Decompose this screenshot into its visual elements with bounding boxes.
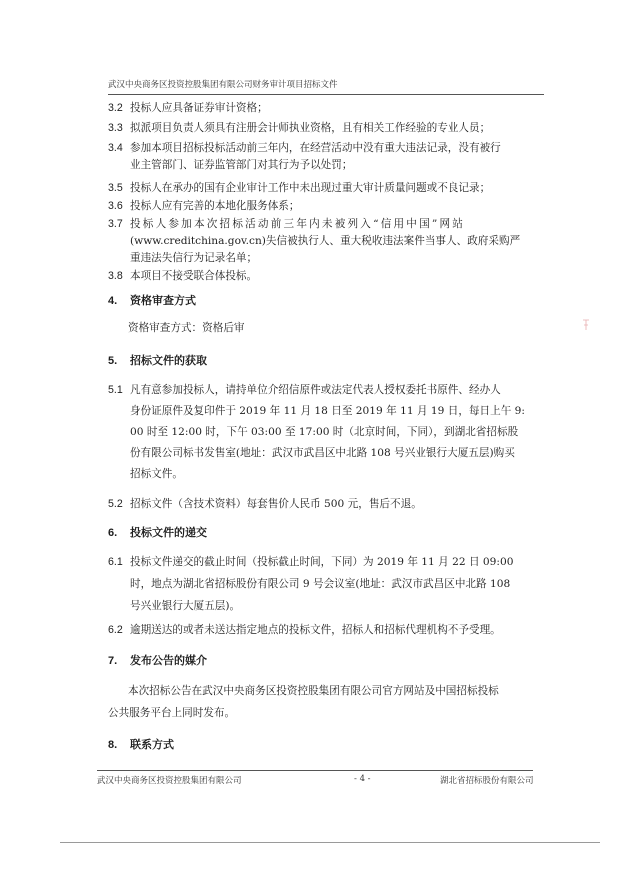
item-text-line: 投标文件递交的截止时间（投标截止时间，下同）为 2019 年 11 月 22 日 09:00 xyxy=(130,556,514,568)
item-text-line: 00 时至 12:00 时，下午 03:00 至 17:00 时（北京时间，下同），到湖北省招标股 xyxy=(130,426,519,438)
section-7-body-line-2: 公共服务平台上同时发布。 xyxy=(108,707,236,719)
item-number: 3.2 xyxy=(108,102,123,114)
item-number: 5.2 xyxy=(108,498,123,510)
section-7-body-line-1: 本次招标公告在武汉中央商务区投资控股集团有限公司官方网站及中国招标投标 xyxy=(128,685,499,697)
item-text-line: 份有限公司标书发售室(地址：武汉市武昌区中北路 108 号兴业银行大厦五层)购买 xyxy=(130,447,515,459)
section-number: 8. xyxy=(108,739,118,751)
section-4-heading xyxy=(108,292,196,308)
item-text: 拟派项目负责人须具有注册会计师执业资格，且有相关工作经验的专业人员； xyxy=(130,122,491,134)
section-number: 7. xyxy=(108,655,118,667)
item-5-1 xyxy=(108,382,554,482)
section-number: 4. xyxy=(108,295,118,307)
section-4-body: 资格审查方式：资格后审 xyxy=(128,322,245,334)
item-3-4 xyxy=(108,140,554,174)
item-text: 招标文件（含技术资料）每套售价人民币 500 元，售后不退。 xyxy=(130,498,422,510)
item-3-6 xyxy=(108,198,554,214)
item-text-line: 招标文件。 xyxy=(130,468,183,480)
item-number: 3.8 xyxy=(108,270,123,282)
item-text-line: 身份证原件及复印件于 2019 年 11 月 18 日至 2019 年 11 月 19 日，每日上午 9: xyxy=(130,405,525,417)
item-3-8 xyxy=(108,268,554,284)
section-title: 资格审查方式 xyxy=(130,294,196,307)
item-3-3 xyxy=(108,120,554,136)
section-8-heading xyxy=(108,736,174,752)
item-text: 投标人在承办的国有企业审计工作中未出现过重大审计质量问题或不良记录； xyxy=(130,182,491,194)
bottom-divider xyxy=(60,842,600,843)
section-number: 6. xyxy=(108,527,118,539)
item-number: 3.7 xyxy=(108,218,123,230)
footer-page-number: - 4 - xyxy=(354,774,371,784)
item-text: 投标人应有完善的本地化服务体系； xyxy=(130,200,300,212)
item-number: 6.1 xyxy=(108,556,123,568)
item-text-line: 参加本项目招标投标活动前三年内，在经营活动中没有重大违法记录，没有被行 xyxy=(130,142,501,154)
item-number: 3.6 xyxy=(108,200,123,212)
item-number: 5.1 xyxy=(108,384,123,396)
page-header: 武汉中央商务区投资控股集团有限公司财务审计项目招标文件 xyxy=(108,80,544,95)
section-number: 5. xyxy=(108,355,118,367)
stamp-mark-icon xyxy=(582,318,590,332)
item-number: 3.3 xyxy=(108,122,123,134)
item-3-2 xyxy=(108,100,554,116)
section-title: 投标文件的递交 xyxy=(130,526,207,539)
item-text: 投标人应具备证券审计资格； xyxy=(130,102,268,114)
item-text-line: 号兴业银行大厦五层)。 xyxy=(130,600,241,612)
item-text-line: 凡有意参加投标人，请持单位介绍信原件或法定代表人授权委托书原件、经办人 xyxy=(130,384,501,396)
footer-right: 湖北省招标股份有限公司 xyxy=(440,776,534,786)
section-6-heading xyxy=(108,524,207,540)
item-text: 本项目不接受联合体投标。 xyxy=(130,270,258,282)
item-text-line: 时，地点为湖北省招标股份有限公司 9 号会议室(地址：武汉市武昌区中北路 108 xyxy=(130,578,511,590)
item-text-line: 重违法失信行为记录名单； xyxy=(130,252,258,264)
footer-left: 武汉中央商务区投资控股集团有限公司 xyxy=(97,776,242,786)
item-number: 3.5 xyxy=(108,182,123,194)
item-text-line: 业主管部门、证券监管部门对其行为予以处罚； xyxy=(130,159,353,171)
item-text: 逾期送达的或者未送达指定地点的投标文件，招标人和招标代理机构不予受理。 xyxy=(130,624,501,636)
section-title: 发布公告的媒介 xyxy=(130,654,207,667)
item-text-line: (www.creditchina.gov.cn)失信被执行人、重大税收违法案件当事人、政府采购严 xyxy=(130,235,521,247)
section-5-heading xyxy=(108,352,207,368)
item-number: 6.2 xyxy=(108,624,123,636)
item-5-2 xyxy=(108,496,554,512)
item-text-line: 投标人参加本次招标活动前三年内未被列入“信用中国”网站 xyxy=(130,218,466,230)
item-6-1 xyxy=(108,554,554,614)
section-title: 招标文件的获取 xyxy=(130,354,207,367)
item-6-2 xyxy=(108,622,554,638)
item-3-5 xyxy=(108,180,554,196)
footer-rule xyxy=(97,770,533,771)
section-title: 联系方式 xyxy=(130,738,174,751)
section-7-heading xyxy=(108,652,207,668)
item-3-7 xyxy=(108,216,554,268)
item-number: 3.4 xyxy=(108,142,123,154)
